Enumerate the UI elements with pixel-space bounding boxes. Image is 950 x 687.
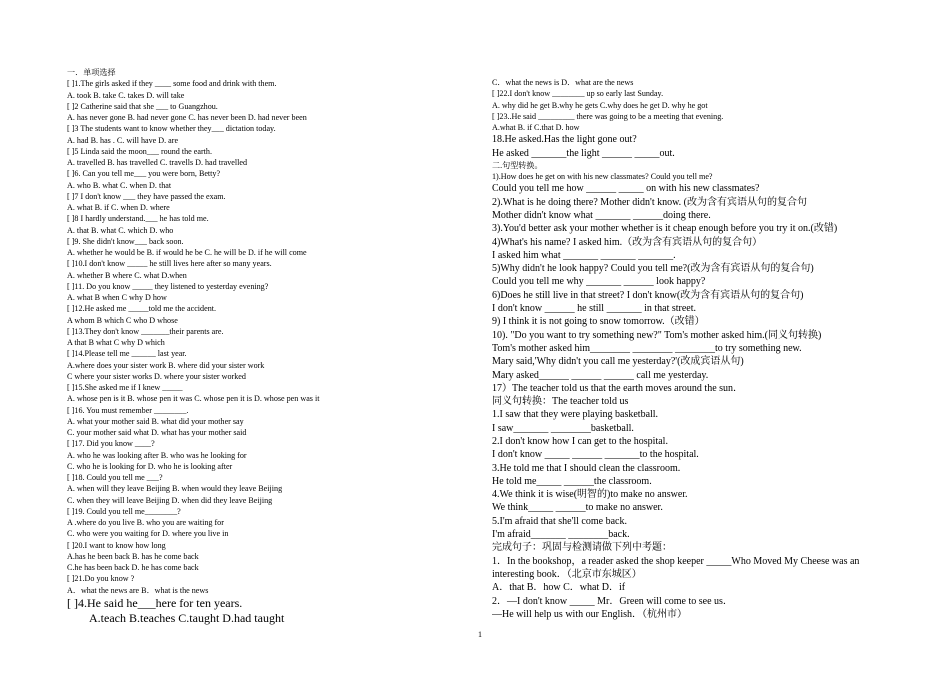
text-line: A. what your mother said B. what did your mother say [67, 416, 244, 426]
text-line: C. who he is looking for D. who he is looking after [67, 461, 233, 471]
text-line: A. whether B where C. what D.when [67, 270, 187, 280]
text-line: 10). "Do you want to try something new?" Tom's mother asked him.(同义句转换) [492, 329, 822, 341]
text-line: A .where do you live B. who you are waiting for [67, 518, 224, 527]
text-line: C.he has been back D. he has come back [67, 563, 199, 572]
text-line: [ ]20.I want to know how long [67, 540, 166, 550]
text-line: [ ]15.She asked me if I knew _____ [67, 383, 183, 392]
text-line: A．what the news are B．what is the news [67, 585, 209, 595]
text-line: [ ]12.He asked me _____told me the accident. [67, 304, 217, 314]
text-line: Mary asked______ ______ ______ call me yesterday. [492, 369, 709, 381]
text-line: 完成句子：巩固与检测请做下列中考题： [492, 542, 672, 554]
text-line: 二.句型转换。 [492, 160, 543, 170]
text-line: C．what the news is D．what are the news [492, 78, 634, 87]
text-line: [ ]19. Could you tell me________? [67, 506, 181, 516]
text-line: I'm afraid_______ ________back. [492, 529, 630, 541]
text-line: [ ]18. Could you tell me ___? [67, 473, 163, 482]
text-line: 1.I saw that they were playing basketball. [492, 409, 659, 421]
text-line: A. who B. what C. when D. that [67, 180, 172, 190]
text-line: 3.He told me that I should clean the classroom. [492, 462, 681, 474]
text-line: C where your sister works D. where your sister worked [67, 371, 246, 381]
text-line: 17）The teacher told us that the earth moves around the sun． [492, 382, 744, 394]
text-line: [ ]6. Can you tell me___ you were born, Betty? [67, 169, 221, 179]
text-line: 5.I'm afraid that she'll come back. [492, 515, 627, 527]
text-line: A. that B. what C. which D. who [67, 225, 174, 235]
text-line: He told me_____ ______the classroom. [492, 475, 652, 487]
text-line: [ ]7 I don't know ___ they have passed the exam. [67, 191, 226, 201]
text-line: C. when they will leave Beijing D. when did they leave Beijing [67, 495, 273, 505]
right-column [492, 77, 912, 621]
text-line: C. who were you waiting for D. where you live in [67, 529, 229, 539]
text-line: A. when will they leave Beijing B. when would they leave Beijing [67, 484, 283, 494]
text-line: I don't know _____ ______ _______to the hospital. [492, 449, 699, 461]
text-line: [ ]8 I hardly understand.___ he has told me. [67, 214, 209, 224]
text-line: Could you tell me why _______ ______ look happy? [492, 276, 706, 288]
text-line: Mary said,'Why didn't you call me yesterday?'(改成宾语从句) [492, 356, 744, 368]
text-line: A. took B. take C. takes D. will take [67, 90, 185, 100]
text-line: A. whether he would be B. if would he be C. he will be D. if he will come [67, 248, 307, 257]
text-line: A.what B. if C.that D. how [492, 123, 580, 132]
text-line: 1).How does he get on with his new classmates? Could you tell me? [492, 172, 713, 182]
text-line: A. travelled B. has travelled C. travells D. had travelled [67, 158, 248, 167]
text-line: A.has he been back B. has he come back [67, 551, 199, 561]
text-line: 一．单项选择 [67, 68, 116, 77]
text-line: [ ]13.They don't know _______their parents are. [67, 326, 224, 336]
text-line: 6)Does he still live in that street? I don't know(改为含有宾语从句的复合句) [492, 289, 804, 301]
text-line: [ ]4.He said he___here for ten years. [67, 595, 243, 610]
text-line: [ ]22.I don't know ________ up so early last Sunday. [492, 89, 664, 99]
text-line: [ ]5 Linda said the moon___ round the earth. [67, 146, 212, 156]
text-line: He asked _______the light ______ _____out. [492, 147, 675, 159]
text-line: [ ]21.Do you know ? [67, 574, 135, 584]
text-line: [ ]17. Did you know ____? [67, 439, 155, 449]
text-line: A.teach B.teaches C.taught D.had taught [89, 611, 285, 626]
text-line: 2．—I don't know _____ Mr．Green will come to see us． [492, 595, 733, 607]
text-line: A. what B. if C. when D. where [67, 203, 170, 212]
text-line: [ ]16. You must remember ________. [67, 405, 189, 415]
text-line: A. why did he get B.why he gets C.why does he get D. why he got [492, 100, 708, 110]
text-line: interesting book．（北京市东城区） [492, 568, 642, 580]
text-line: A. what B when C why D how [67, 293, 167, 302]
text-line: A．that B．how C．what D．if [492, 582, 626, 594]
text-line: 2.I don't know how I can get to the hospital. [492, 435, 668, 447]
text-line: A. has never gone B. had never gone C. has never been D. had never been [67, 113, 307, 122]
left-column [67, 67, 412, 627]
text-line: C. your mother said what D. what has your mother said [67, 428, 247, 437]
text-line: I don't know ______ he still _______ in that street. [492, 303, 697, 315]
text-line: A that B what C why D which [67, 338, 165, 347]
text-line: [ ]14.Please tell me ______ last year. [67, 349, 187, 359]
text-line: A. had B. has . C. will have D. are [67, 135, 179, 145]
text-line: Mother didn't know what _______ ______doing there. [492, 209, 711, 221]
text-line: [ ]10.I don't know _____ he still lives here after so many years. [67, 259, 272, 269]
text-line: A.where does your sister work B. where did your sister work [67, 360, 265, 370]
text-line: I asked him what _______ _______ _______. [492, 249, 676, 261]
text-line: 4.We think it is wise(明智的)to make no answer. [492, 489, 688, 501]
page-number: 1 [478, 630, 482, 639]
text-line: [ ]1.The girls asked if they ____ some food and drink with them. [67, 79, 277, 89]
text-line: A. who he was looking after B. who was he looking for [67, 450, 247, 460]
text-line: 3).You'd better ask your mother whether is it cheap enough before you try it on.(改错) [492, 223, 838, 235]
text-line: —He will help us with our English．（杭州市） [492, 608, 687, 620]
text-line: [ ]11. Do you know _____ they listened to yesterday evening? [67, 281, 269, 291]
text-line: A. whose pen is it B. whose pen it was C. whose pen it is D. whose pen was it [67, 394, 320, 404]
text-line: [ ]9. She didn't know___ back soon. [67, 236, 184, 246]
text-line: We think_____ ______to make no answer. [492, 502, 663, 514]
text-line: Tom's mother asked him________ ________ ________to try something new. [492, 342, 802, 354]
text-line: 4)What's his name? I asked him.（改为含有宾语从句的复合句） [492, 236, 763, 248]
text-line: 2).What is he doing there? Mother didn't know. (改为含有宾语从句的复合句 [492, 196, 807, 208]
text-line: Could you tell me how ______ _____ on with his new classmates? [492, 183, 760, 195]
text-line: 9) I think it is not going to snow tomorrow.（改错） [492, 316, 705, 328]
text-line: 1．In the bookshop，a reader asked the shop keeper _____Who Moved My Cheese was an [492, 555, 860, 567]
text-line: I saw_______ ________basketball. [492, 422, 634, 434]
text-line: [ ]2 Catherine said that she ___ to Guangzhou. [67, 101, 218, 111]
text-line: 5)Why didn't he look happy? Could you tell me?(改为含有宾语从句的复合句) [492, 263, 814, 275]
text-line: 18.He asked.Has the light gone out? [492, 134, 637, 146]
text-line: [ ]23..He said _________ there was going to be a meeting that evening. [492, 111, 724, 121]
text-line: A whom B which C who D whose [67, 315, 178, 325]
text-line: [ ]3 The students want to know whether they___ dictation today. [67, 124, 276, 134]
text-line: 同义句转换：The teacher told us [492, 396, 629, 408]
